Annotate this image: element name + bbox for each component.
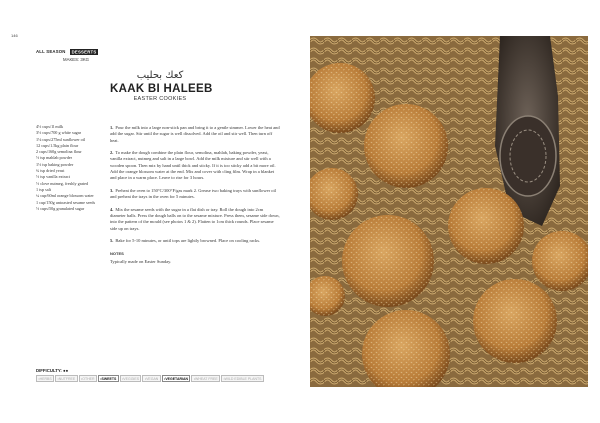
- ingredient-item: ½ tsp vanilla extract: [36, 174, 70, 180]
- ingredient-item: ½ clove nutmeg, freshly grated: [36, 180, 89, 186]
- ingredient-item: 3½ cups/700 g white sugar: [36, 130, 82, 136]
- yield-label: MAKES: 3KG: [63, 57, 90, 62]
- diet-tag: •VEGETARIAN: [162, 375, 191, 382]
- method-step: [110, 238, 280, 244]
- section-label: DESSERTS: [71, 49, 97, 54]
- cookie: [473, 279, 557, 363]
- notes-heading: NOTES: [110, 250, 124, 256]
- diet-tag: •OTHER: [79, 375, 97, 382]
- recipe-title: KAAK BI HALEEB: [110, 83, 213, 95]
- method-step: [110, 188, 280, 201]
- diet-tag-row: [36, 375, 265, 382]
- step-text: Mix the sesame seeds with the sugar in a flat dish or tray. Roll the dough into 2cm diameter balls. Press the dough balls on to the sesame mixture. Press them, sesame side down, into the pattern of the mould (see photos 1 & 2). Flatten to 1cm thick rounds. Place sesame side up on trays.: [110, 206, 280, 231]
- page-number: 146: [11, 33, 18, 38]
- ingredient-list: [36, 124, 104, 212]
- ingredient-item: 1⅛ cups/275ml sunflower oil: [36, 136, 86, 142]
- ingredient-item: 1 tsp salt: [36, 186, 51, 192]
- step-text: Bake for 5-10 minutes, or until tops are lightly browned. Place on cooling racks.: [115, 238, 261, 244]
- step-text: To make the dough combine the plain flour, semolina, mahlab, baking powder, yeast, vanilla extract, nutmeg and salt in a large bowl. Add the milk mixture and stir well with a wooden spoon. Then mix by hand until thick and sticky. If it is too sticky add a bit more oil. Add the orange blossom water at the end. Mix and cover with cling film. Wrap in a blanket and place in a warm place. Leave to rise for 3 hours.: [110, 150, 276, 181]
- season-label: ALL SEASON: [36, 49, 66, 54]
- ingredient-item: 12 cups/1.5kg plain flour: [36, 142, 79, 148]
- step-text: Preheat the oven to 150°C/300°F/gas mark 2. Grease two baking trays with sunflower oil and preheat the trays in the oven for 5 minutes.: [110, 187, 276, 200]
- cookies-photo: [310, 36, 588, 387]
- difficulty-rating: DIFFICULTY: ●●: [36, 368, 69, 373]
- method-step: [110, 150, 280, 181]
- cookie: [448, 188, 524, 264]
- diet-tag: •VEGGIES: [120, 375, 142, 382]
- ingredient-item: 4½ cups/1l milk: [36, 124, 64, 129]
- diet-tag: •NUTFREE: [55, 375, 78, 382]
- category-label: [36, 49, 98, 54]
- ingredient-item: ¾ tsp dried yeast: [36, 168, 65, 174]
- step-text: Pour the milk into a large non-stick pan and bring it to a gentle simmer. Lower the heat and add the sugar. Stir until the sugar is well dissolved. Add the oil and stir well. Then turn off heat.: [110, 125, 280, 143]
- ingredient-item: 2 cups/160g semolina flour: [36, 149, 82, 155]
- ingredient-item: ½ cups/50g granulated sugar: [36, 205, 85, 211]
- recipe-subtitle: EASTER COOKIES: [133, 96, 187, 102]
- step-number: 4.: [110, 206, 114, 212]
- step-number: 3.: [110, 187, 114, 193]
- arabic-title: كعك بحليب: [136, 70, 184, 81]
- method-step: [110, 125, 280, 144]
- method-step: [110, 207, 280, 232]
- step-number: 1.: [110, 125, 114, 130]
- diet-tag: •VEGAN: [142, 375, 160, 382]
- method-section: [110, 125, 280, 266]
- notes-text: Typically made on Easter Sunday.: [110, 259, 172, 265]
- cookie: [364, 104, 448, 188]
- diet-tag: •WHEAT FREE: [191, 375, 220, 382]
- step-number: 2.: [110, 150, 114, 156]
- step-number: 5.: [110, 238, 114, 244]
- ingredient-item: 1 cup/150g untoasted sesame seeds: [36, 199, 96, 205]
- ingredient-item: ¼ cup/60ml orange blossom water: [36, 193, 94, 199]
- cookie: [342, 215, 434, 307]
- ingredient-item: 1½ tsp baking powder: [36, 161, 74, 167]
- ingredient-item: ½ tsp mahlab powder: [36, 155, 73, 161]
- diet-tag: •HERBS: [36, 375, 54, 382]
- diet-tag: •WILD EDIBLE PLANTS: [221, 375, 264, 382]
- diet-tag: •SWEETS: [98, 375, 119, 382]
